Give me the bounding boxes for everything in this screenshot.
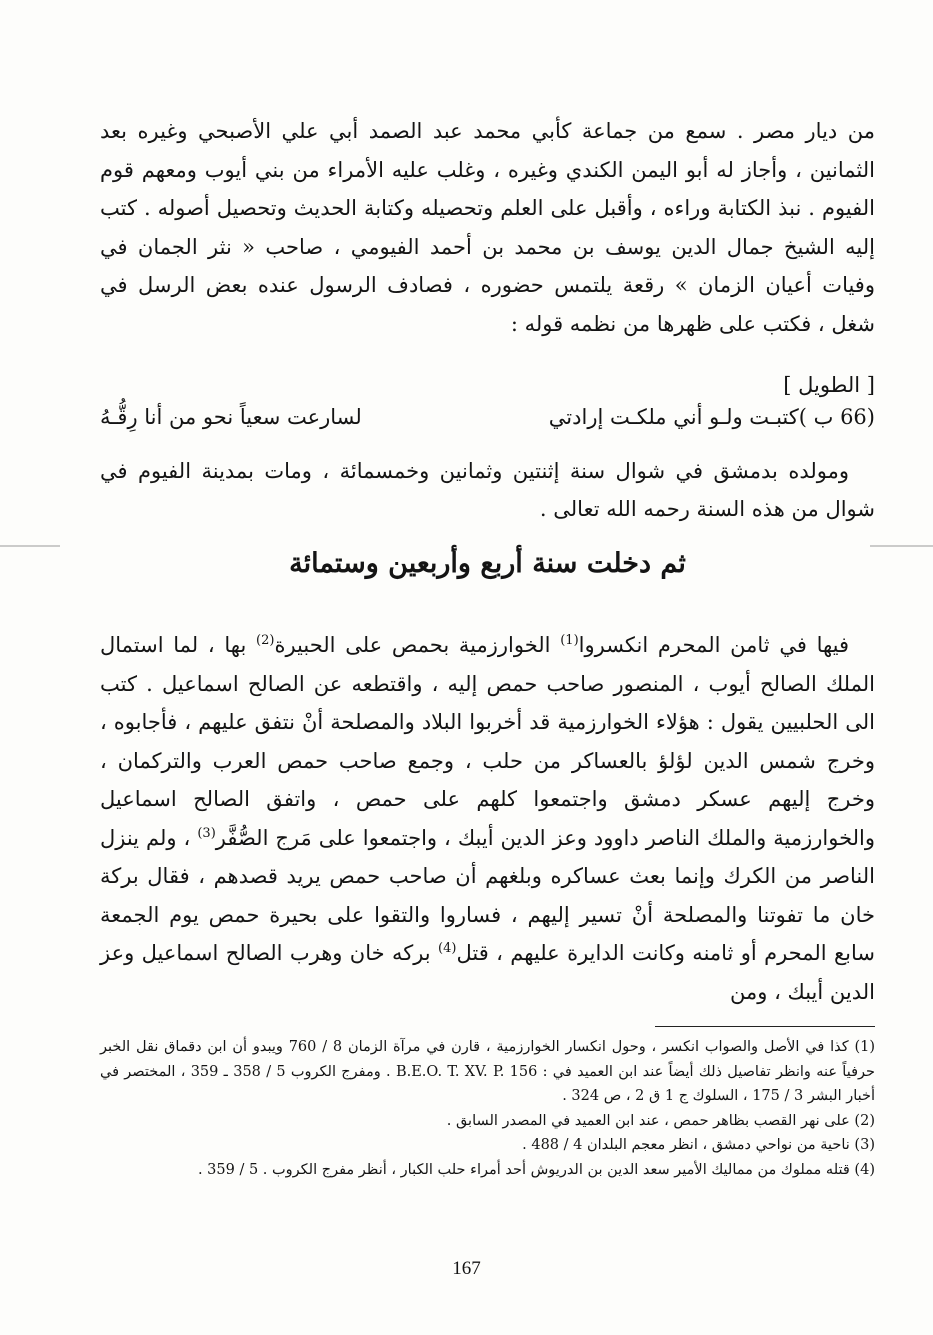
verse-second-hemistich: لسارعت سعياً نحو من أنا رِقُّـهُ — [100, 405, 362, 429]
footnote-ref: (2) — [256, 633, 275, 648]
year-heading: ثم دخلت سنة أربع وأربعين وستمائة — [289, 548, 686, 579]
poem-verse — [100, 400, 875, 434]
footnote-separator — [655, 1026, 875, 1027]
footnote-ref: (4) — [438, 941, 457, 956]
poem-meter-label: [ الطويل ] — [783, 373, 875, 397]
footnotes — [100, 1035, 875, 1182]
footnote: (3) ناحية من نواحي دمشق ، انظر معجم البلدان 4 / 488 . — [522, 1137, 875, 1153]
footnote-ref: (1) — [560, 633, 579, 648]
footnote: (4) قتله مملوك من مماليك الأمير سعد الدين بن الدريوش أحد أمراء حلب الكبار ، أنظر مفرج الكروب . 5 / 359 . — [197, 1161, 875, 1178]
scan-artifact-line — [870, 545, 933, 547]
page-number: 167 — [452, 1258, 481, 1279]
footnote-ref: (3) — [197, 825, 216, 841]
paragraph-text: فيها في ثامن المحرم انكسروا$^{(1)}$ الخوارزمية بحمص على الحبيرة$^{(2)}$ بها ، لما استمال الملك الصالح أيوب ، المنصور صاحب حمص إليه ، واقتطعه عن الصالح اسماعيل . كتب الى الحلبيين يقول : هؤلاء الخوارزمية قد أخربوا البلاد والمصلحة أنْ نتفق عليهم ، فأجابوه ، وخرج شمس الدين لؤلؤ بالعساكر من حلب ، وجمع صاحب حمص العرب والتركمان ، وخرج إليهم عسكر دمشق واجتمعوا كلهم على حمص ، واتفق الصالح اسماعيل والخوارزمية والملك الناصر داوود وعز الدين أيبك ، واجتمعوا على مَرج الصُّفَّر$^{(3)}$ ، ولم ينزل الناصر من الكرك وإنما بعث عساكره وبلغهم أن صاحب حمص يريد قصدهم ، فقال بركة خان ما تفوتنا والمصلحة أنْ تسير إليهم ، فساروا والتقوا على بحيرة حمص يوم الجمعة سابع المحرم أو ثامنه وكانت الدايرة عليهم ، قتل$^{(4)}$ بركه خان وهرب الصالح اسماعيل وعز الدين أيبك ، ومن — [100, 633, 875, 1004]
events-paragraph — [100, 626, 875, 1011]
footnote: (2) على نهر القصب بظاهر حمص ، عند ابن العميد في المصدر السابق . — [446, 1112, 875, 1129]
paragraph-text: من ديار مصر . سمع من جماعة كأبي محمد عبد الصمد أبي علي الأصبحي وغيره بعد الثمانين ، وأجاز له أبو اليمن الكندي وغيره ، وغلب عليه الأمراء من بني أيوب ومعهم قوم الفيوم . نبذ الكتابة وراءه ، وأقبل على العلم وتحصيله وكتابة الحديث وتحصيل أصوله . كتب إليه الشيخ جمال الدين يوسف بن محمد بن أحمد الفيومي ، صاحب « نثر الجمان في وفيات أعيان الزمان » رقعة يلتمس حضوره ، فصادف الرسول عنده بعض الرسل في شغل ، فكتب على ظهرها من نظمه قوله : — [100, 119, 875, 336]
birth-death-paragraph — [100, 452, 875, 528]
footnote: (1) كذا في الأصل والصواب انكسر ، وحول انكسار الخوارزمية ، قارن في مرآة الزمان 8 / 760 ويبدو أن ابن دقماق نقل الخبر حرفياً عنه وانظر تفاصيل ذلك أيضاً عند ابن العميد في : B.E.O. T. XV. P. 156 . ومفرج الكروب 5 / 358 ـ 359 ، المختصر في أخبار البشر 3 / 175 ، السلوك ج 1 ق 2 ، ص 324 . — [100, 1039, 876, 1104]
opening-paragraph — [100, 112, 875, 343]
verse-first-hemistich: (66 ب )كتبـت ولـو أني ملكـت إرادتي — [548, 405, 875, 429]
scan-artifact-line — [0, 545, 60, 547]
paragraph-text: ومولده بدمشق في شوال سنة إثنتين وثمانين وخمسمائة ، ومات بمدينة الفيوم في شوال من هذه السنة رحمه الله تعالى . — [100, 459, 875, 521]
